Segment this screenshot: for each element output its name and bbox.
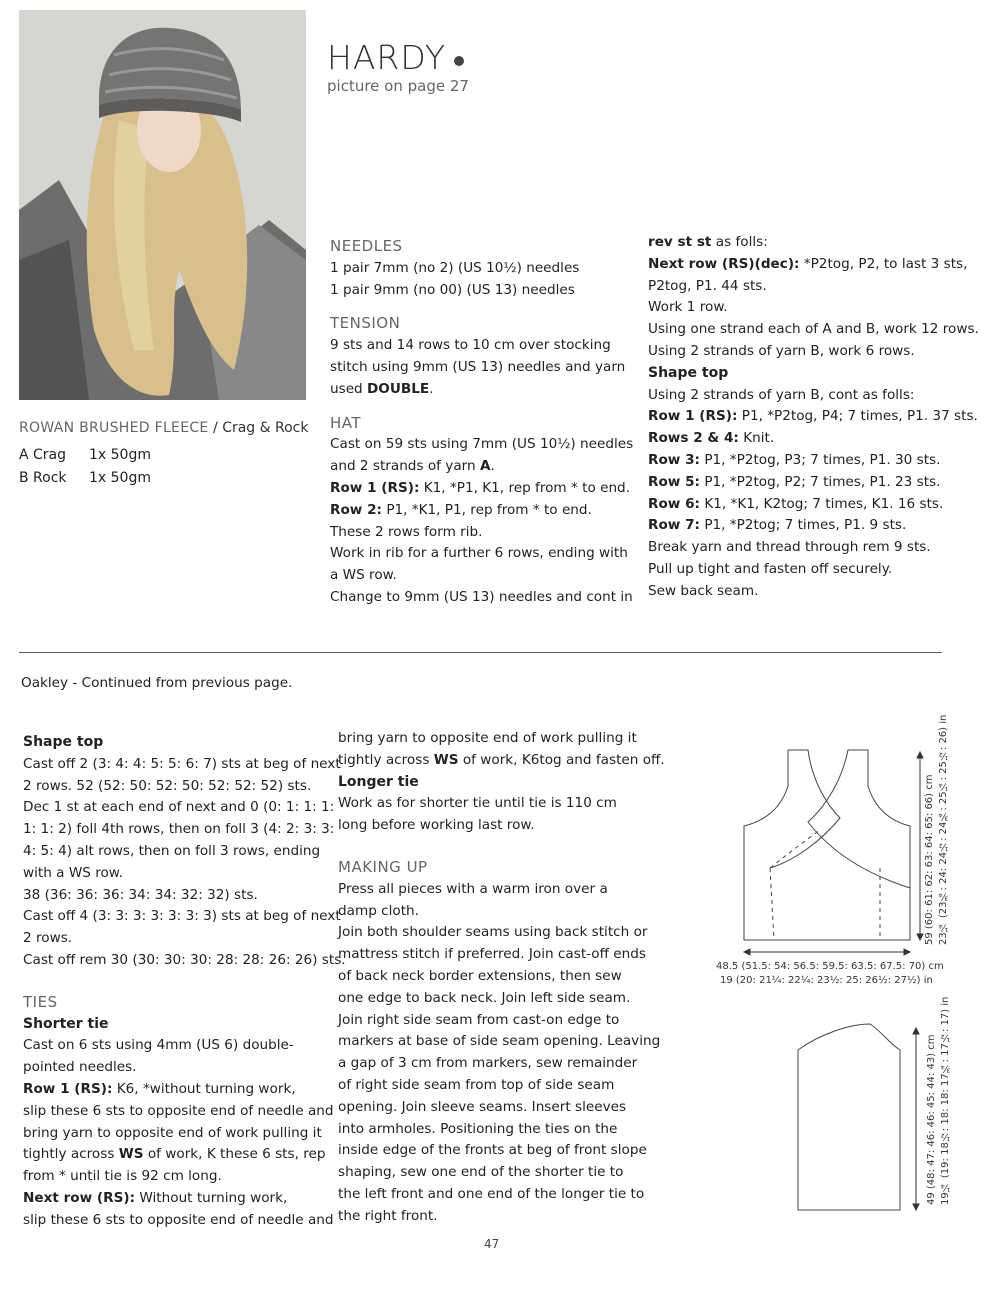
row-text: K1, *K1, K2tog; 7 times, K1. 16 sts. [700, 495, 944, 512]
sleeve-length-cm: 49 (48: 47: 46: 46: 45: 44: 43) cm [926, 1034, 937, 1205]
row-text: P1, *P2tog; 7 times, P1. 9 sts. [700, 517, 907, 534]
text-run: of work, K these 6 sts, rep [143, 1146, 326, 1163]
sleeve-outline [798, 1024, 900, 1210]
shape-top-heading: Shape top [648, 364, 729, 381]
making-up-line: Join both shoulder seams using back stitch or [338, 924, 648, 941]
making-up-line: the left front and one end of the longer tie to [338, 1185, 645, 1202]
tie-line: bring yarn to opposite end of work pulling it [23, 1124, 322, 1141]
body-width-in: 19 (20: 21¼: 22¼: 23½: 25: 26½: 27½) in [720, 975, 933, 986]
body-outline [744, 750, 910, 940]
longer-tie-heading: Longer tie [338, 773, 419, 790]
tie-line: slip these 6 sts to opposite end of needle and [23, 1102, 334, 1119]
bold-run: WS [118, 1146, 144, 1163]
body-length-in: 23¼ (23¾: 24: 24½: 24¾: 25¼: 25½: 26) in [938, 714, 949, 945]
row-text: Without turning work, [135, 1189, 288, 1206]
shape-line: with a WS row. [23, 864, 124, 881]
making-up-line: Press all pieces with a warm iron over a [338, 880, 608, 897]
row-label: Row 3: [648, 451, 700, 468]
making-up-line: one edge to back neck. Join left side seam. [338, 989, 631, 1006]
row-label: Row 1 (RS): [330, 479, 420, 496]
text-run: tightly across [338, 751, 434, 768]
pattern-title-text: HARDY [327, 38, 447, 77]
hat-cont-line: Break yarn and thread through rem 9 sts. [648, 539, 931, 556]
making-up-line: mattress stitch if preferred. Join cast-off ends [338, 946, 646, 963]
bold-run: rev st st [648, 234, 712, 250]
bold-run: WS [433, 751, 459, 768]
tie-row-line [23, 1188, 346, 1210]
text-run: . [490, 458, 495, 475]
row-label: Row 5: [648, 473, 700, 490]
yarn-brand: ROWAN BRUSHED FLEECE [19, 420, 209, 436]
shape-line: 2 rows. [23, 930, 73, 947]
row-text: P1, *P2tog, P2; 7 times, P1. 23 sts. [700, 473, 941, 490]
shorter-tie-heading: Shorter tie [23, 1015, 109, 1032]
shape-line: Cast off rem 30 (30: 30: 30: 28: 28: 26: 26) sts. [23, 951, 346, 968]
tension-line: stitch using 9mm (US 13) needles and yarn [330, 358, 626, 375]
row-text: P1, *P2tog, P3; 7 times, P1. 30 sts. [700, 451, 941, 468]
shape-line: 1: 1: 2) foll 4th rows, then on foll 3 (4: 2: 3: 3: [23, 821, 335, 838]
tie-line: Cast on 6 sts using 4mm (US 6) double- [23, 1037, 294, 1054]
hat-cont-line [648, 254, 979, 276]
yarn-table [19, 444, 151, 490]
oakley-col2 [338, 728, 665, 1228]
placement-dashes [770, 830, 880, 940]
row-label: Row 7: [648, 517, 700, 534]
tie-line [338, 750, 665, 772]
yarn-amount: 1x 50gm [89, 470, 151, 486]
yarn-amount: 1x 50gm [89, 447, 151, 463]
row-text: K6, *without turning work, [112, 1080, 296, 1097]
making-up-line: the right front. [338, 1207, 438, 1224]
tie-line: pointed needles. [23, 1059, 137, 1076]
arrowhead [917, 752, 923, 758]
yarn-heading [19, 420, 308, 436]
needles-heading: NEEDLES [330, 237, 403, 255]
section-divider [19, 652, 942, 653]
needles-line: 1 pair 7mm (no 2) (US 10½) needles [330, 259, 580, 276]
making-up-heading: MAKING UP [338, 857, 428, 876]
hat-line [330, 456, 633, 478]
yarn-code: A Crag [19, 447, 67, 463]
shape-line: Cast off 4 (3: 3: 3: 3: 3: 3: 3) sts at beg of next [23, 908, 341, 925]
making-up-line: of right side seam from top of side seam [338, 1076, 615, 1093]
tension-line: 9 sts and 14 rows to 10 cm over stocking [330, 337, 611, 354]
continued-note: Oakley - Continued from previous page. [21, 675, 293, 691]
yarn-row [19, 444, 151, 467]
hat-row-line [330, 500, 633, 522]
shape-line: 38 (36: 36: 36: 34: 34: 32: 32) sts. [23, 886, 258, 903]
tie-line: bring yarn to opposite end of work pulling it [338, 730, 637, 746]
text-run: and 2 strands of yarn [330, 458, 480, 475]
tension-line [330, 379, 633, 401]
shape-line: 2 rows. 52 (52: 50: 52: 50: 52: 52: 52) sts. [23, 777, 312, 794]
hat-row-line [648, 472, 979, 494]
hat-cont-line [648, 232, 979, 254]
arrowhead [917, 934, 923, 940]
row-label: Row 2: [330, 501, 382, 518]
row-text: K1, *P1, K1, rep from * to end. [419, 479, 631, 496]
hat-cont-line: Sew back seam. [648, 582, 759, 599]
body-length-cm: 59 (60: 61: 62: 63: 64: 65: 66) cm [924, 774, 935, 945]
row-label: Row 1 (RS): [648, 408, 738, 425]
row-label: Next row (RS)(dec): [648, 255, 800, 272]
making-up-line: damp cloth. [338, 902, 419, 919]
hat-instructions-col1 [330, 236, 633, 609]
arrowhead [744, 949, 750, 955]
hat-cont-line: Pull up tight and fasten off securely. [648, 560, 893, 577]
tie-row-line [23, 1079, 346, 1101]
row-label: Next row (RS): [23, 1189, 136, 1206]
oakley-col1 [23, 732, 346, 1232]
yarn-separator: / [208, 420, 223, 436]
hat-cont-line: Work 1 row. [648, 299, 728, 316]
tie-line [23, 1144, 346, 1166]
hat-model-illustration [19, 10, 306, 400]
making-up-line: opening. Join sleeve seams. Insert sleeves [338, 1098, 627, 1115]
hat-line: These 2 rows form rib. [330, 523, 483, 540]
making-up-line: inside edge of the fronts at beg of front slope [338, 1142, 647, 1159]
hat-heading: HAT [330, 413, 362, 432]
pattern-subtitle: picture on page 27 [327, 77, 469, 95]
row-text: P1, *K1, P1, rep from * to end. [382, 501, 592, 518]
bold-run: A [479, 458, 491, 475]
hat-line: Cast on 59 sts using 7mm (US 10½) needles [330, 436, 634, 453]
tie-line: long before working last row. [338, 817, 535, 834]
text-run: tightly across [23, 1146, 119, 1163]
ties-heading: TIES [23, 992, 58, 1011]
hat-line: Change to 9mm (US 13) needles and cont in [330, 588, 633, 605]
yarn-code: B Rock [19, 470, 67, 486]
needles-line: 1 pair 9mm (no 00) (US 13) needles [330, 281, 575, 298]
bullet-icon [454, 56, 464, 66]
hat-cont-line: P2tog, P1. 44 sts. [648, 277, 767, 294]
body-width-cm: 48.5 (51.5: 54: 56.5: 59.5: 63.5: 67.5: 70) cm [716, 961, 944, 972]
hat-line: a WS row. [330, 567, 397, 584]
text-run: as folls: [711, 234, 768, 250]
hat-row-line [330, 478, 633, 500]
making-up-line: into armholes. Positioning the ties on the [338, 1120, 618, 1137]
hat-cont-line: Using one strand each of A and B, work 12 rows. [648, 321, 979, 338]
page-number: 47 [484, 1237, 500, 1251]
arrowhead [913, 1204, 919, 1210]
hat-row-line [648, 450, 979, 472]
hat-row-line [648, 515, 979, 537]
hat-row-line [648, 494, 979, 516]
model-photo [19, 10, 306, 400]
sleeve-schematic [790, 1020, 930, 1215]
pattern-title [327, 38, 464, 77]
row-label: Row 1 (RS): [23, 1080, 113, 1097]
making-up-line: shaping, sew one end of the shorter tie to [338, 1164, 624, 1181]
hat-line: Work in rib for a further 6 rows, ending with [330, 545, 628, 562]
hat-instructions-col2 [648, 232, 979, 603]
making-up-line: markers at base of side seam opening. Leaving [338, 1033, 661, 1050]
row-label: Row 6: [648, 495, 700, 512]
making-up-line: Join right side seam from cast-on edge to [338, 1011, 620, 1028]
row-text: P1, *P2tog, P4; 7 times, P1. 37 sts. [737, 408, 978, 425]
shape-line: Cast off 2 (3: 4: 4: 5: 5: 6: 7) sts at beg of next [23, 755, 341, 772]
row-text: Knit. [738, 430, 775, 447]
arrowhead [904, 949, 910, 955]
arrowhead [913, 1028, 919, 1034]
sleeve-length-in: 19¼ (19: 18½: 18: 18: 17¾: 17½: 17) in [940, 996, 951, 1205]
hat-row-line [648, 428, 979, 450]
making-up-line: of back neck border extensions, then sew [338, 967, 622, 984]
making-up-line: a gap of 3 cm from markers, sew remainder [338, 1055, 638, 1072]
yarn-row [19, 467, 151, 490]
bold-run: DOUBLE [367, 380, 430, 397]
text-run: of work, K6tog and fasten off. [458, 751, 665, 768]
row-text: *P2tog, P2, to last 3 sts, [799, 255, 968, 272]
hat-cont-line: Using 2 strands of yarn B, work 6 rows. [648, 342, 915, 359]
body-schematic [730, 740, 945, 970]
tension-heading: TENSION [330, 314, 401, 333]
row-label: Rows 2 & 4: [648, 430, 739, 447]
tie-line: Work as for shorter tie until tie is 110 cm [338, 795, 617, 812]
text-run: . [429, 380, 434, 397]
tie-line: slip these 6 sts to opposite end of needle and [23, 1211, 334, 1228]
tie-line: from * until tie is 92 cm long. [23, 1168, 222, 1185]
text-run: used [330, 380, 368, 397]
yarn-shades: Crag & Rock [222, 420, 309, 436]
shape-top-heading: Shape top [23, 734, 104, 750]
hat-cont-line: Using 2 strands of yarn B, cont as folls: [648, 386, 915, 403]
hat-row-line [648, 406, 979, 428]
shape-line: Dec 1 st at each end of next and 0 (0: 1: 1: 1: [23, 799, 335, 816]
shape-line: 4: 5: 4) alt rows, then on foll 3 rows, ending [23, 842, 321, 859]
